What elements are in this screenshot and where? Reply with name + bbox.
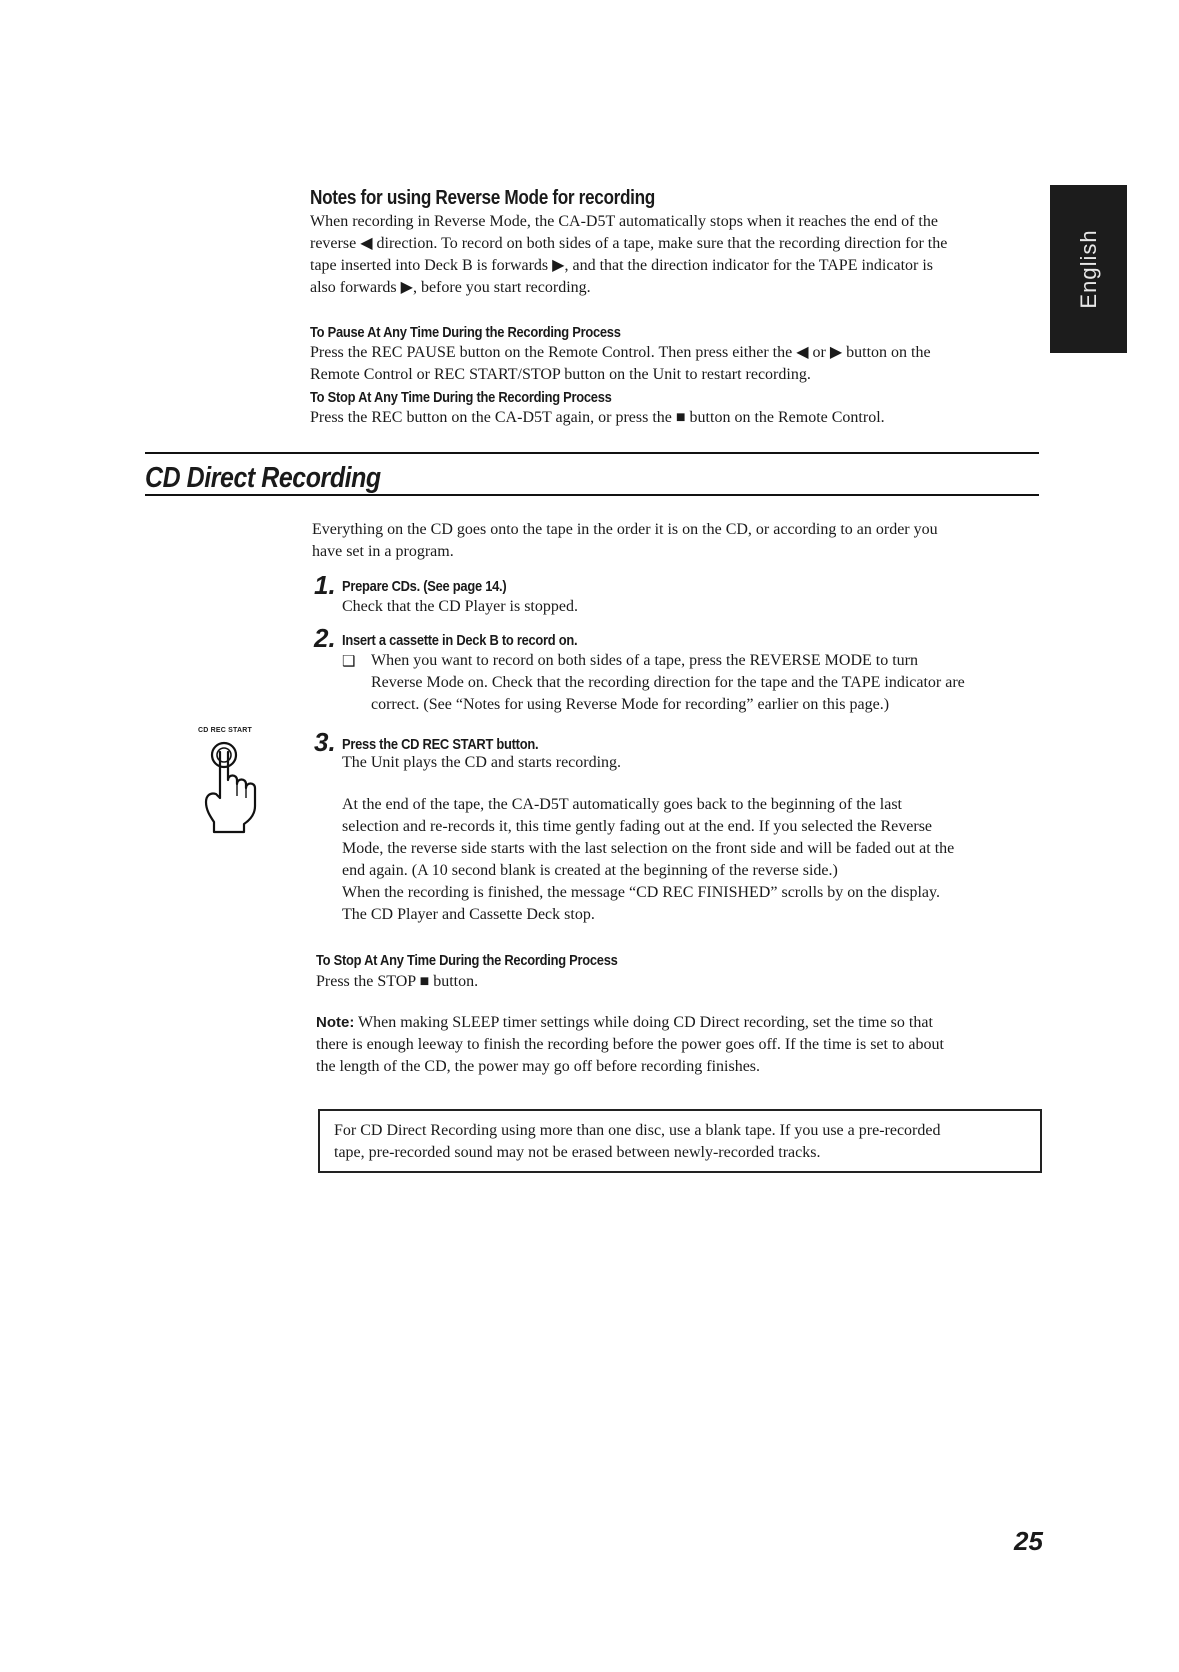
info-box (318, 1109, 1042, 1173)
note-line (316, 1012, 1044, 1034)
notes-body (310, 211, 1040, 299)
intro-line: have set in a program. (312, 543, 454, 560)
step-1-title: Prepare CDs. (See page 14.) (342, 578, 507, 595)
step-1-number: 1. (314, 570, 336, 600)
detail-line: At the end of the tape, the CA-D5T automatically goes back to the beginning of the last (342, 796, 902, 813)
detail-text (342, 794, 1042, 926)
cd-stop-heading: To Stop At Any Time During the Recording Process (316, 952, 618, 969)
pause-body (310, 342, 1040, 386)
step-3-line: The Unit plays the CD and starts recording. (342, 754, 622, 771)
intro-text (312, 519, 1042, 563)
detail-line: The CD Player and Cassette Deck stop. (342, 906, 595, 923)
section-bottom-rule (145, 494, 1039, 496)
detail-line: Mode, the reverse side starts with the last selection on the front side and will be faded out at the (342, 840, 955, 857)
section-title: CD Direct Recording (145, 462, 381, 494)
cd-stop-line: Press the STOP ■ button. (316, 973, 479, 990)
detail-line: selection and re-records it, this time gently fading out at the end. If you selected the Reverse (342, 818, 933, 835)
stop-body (310, 407, 1040, 429)
notes-line: tape inserted into Deck B is forwards ▶, and that the direction indicator for the TAPE indicator is (310, 257, 934, 274)
detail-line: When the recording is finished, the message “CD REC FINISHED” scrolls by on the display. (342, 884, 940, 901)
note-line: there is enough leeway to finish the recording before the power goes off. If the time is set to about (316, 1036, 944, 1053)
stop-line: Press the REC button on the CA-D5T again, or press the ■ button on the Remote Control. (310, 409, 885, 426)
detail-line: end again. (A 10 second blank is created at the beginning of the reverse side.) (342, 862, 838, 879)
pause-line: Press the REC PAUSE button on the Remote Control. Then press either the ◀ or ▶ button on the (310, 344, 931, 361)
step-2-title: Insert a cassette in Deck B to record on. (342, 632, 578, 649)
note-line: the length of the CD, the power may go off before recording finishes. (316, 1058, 761, 1075)
step-2-line: correct. (See “Notes for using Reverse Mode for recording” earlier on this page.) (371, 696, 890, 713)
notes-line: reverse ◀ direction. To record on both sides of a tape, make sure that the recording direction for the (310, 235, 948, 252)
step-3-title: Press the CD REC START button. (342, 736, 539, 753)
stop-heading: To Stop At Any Time During the Recording Process (310, 389, 612, 406)
note-paragraph (316, 1012, 1044, 1078)
page-number: 25 (1014, 1526, 1043, 1556)
note-label: Note: (316, 1014, 355, 1031)
info-box-line: For CD Direct Recording using more than one disc, use a blank tape. If you use a pre-recorded (334, 1122, 941, 1139)
step-3-number: 3. (314, 727, 336, 757)
notes-line: When recording in Reverse Mode, the CA-D5T automatically stops when it reaches the end of the (310, 213, 938, 230)
step-2-line: When you want to record on both sides of a tape, press the REVERSE MODE to turn (371, 652, 919, 669)
step-1-line: Check that the CD Player is stopped. (342, 598, 578, 615)
notes-heading: Notes for using Reverse Mode for recording (310, 187, 655, 209)
step-2-text (371, 650, 1043, 716)
step-2-number: 2. (314, 623, 336, 653)
language-tab-label: English (1075, 229, 1101, 309)
note-text: When making SLEEP timer settings while doing CD Direct recording, set the time so that (354, 1014, 933, 1031)
pointing-hand-icon (204, 740, 280, 836)
step-2-line: Reverse Mode on. Check that the recording direction for the tape and the TAPE indicator are (371, 674, 965, 691)
info-box-line: tape, pre-recorded sound may not be erased between newly-recorded tracks. (334, 1144, 821, 1161)
pause-line: Remote Control or REC START/STOP button on the Unit to restart recording. (310, 366, 811, 383)
pause-heading: To Pause At Any Time During the Recording Process (310, 324, 621, 341)
cd-rec-start-label: CD REC START (198, 727, 252, 734)
notes-line: also forwards ▶, before you start recording. (310, 279, 591, 296)
section-top-rule (145, 452, 1039, 454)
step-2-bullet: ❑ (342, 654, 356, 670)
intro-line: Everything on the CD goes onto the tape in the order it is on the CD, or according to an order you (312, 521, 938, 538)
language-tab (1050, 185, 1127, 353)
